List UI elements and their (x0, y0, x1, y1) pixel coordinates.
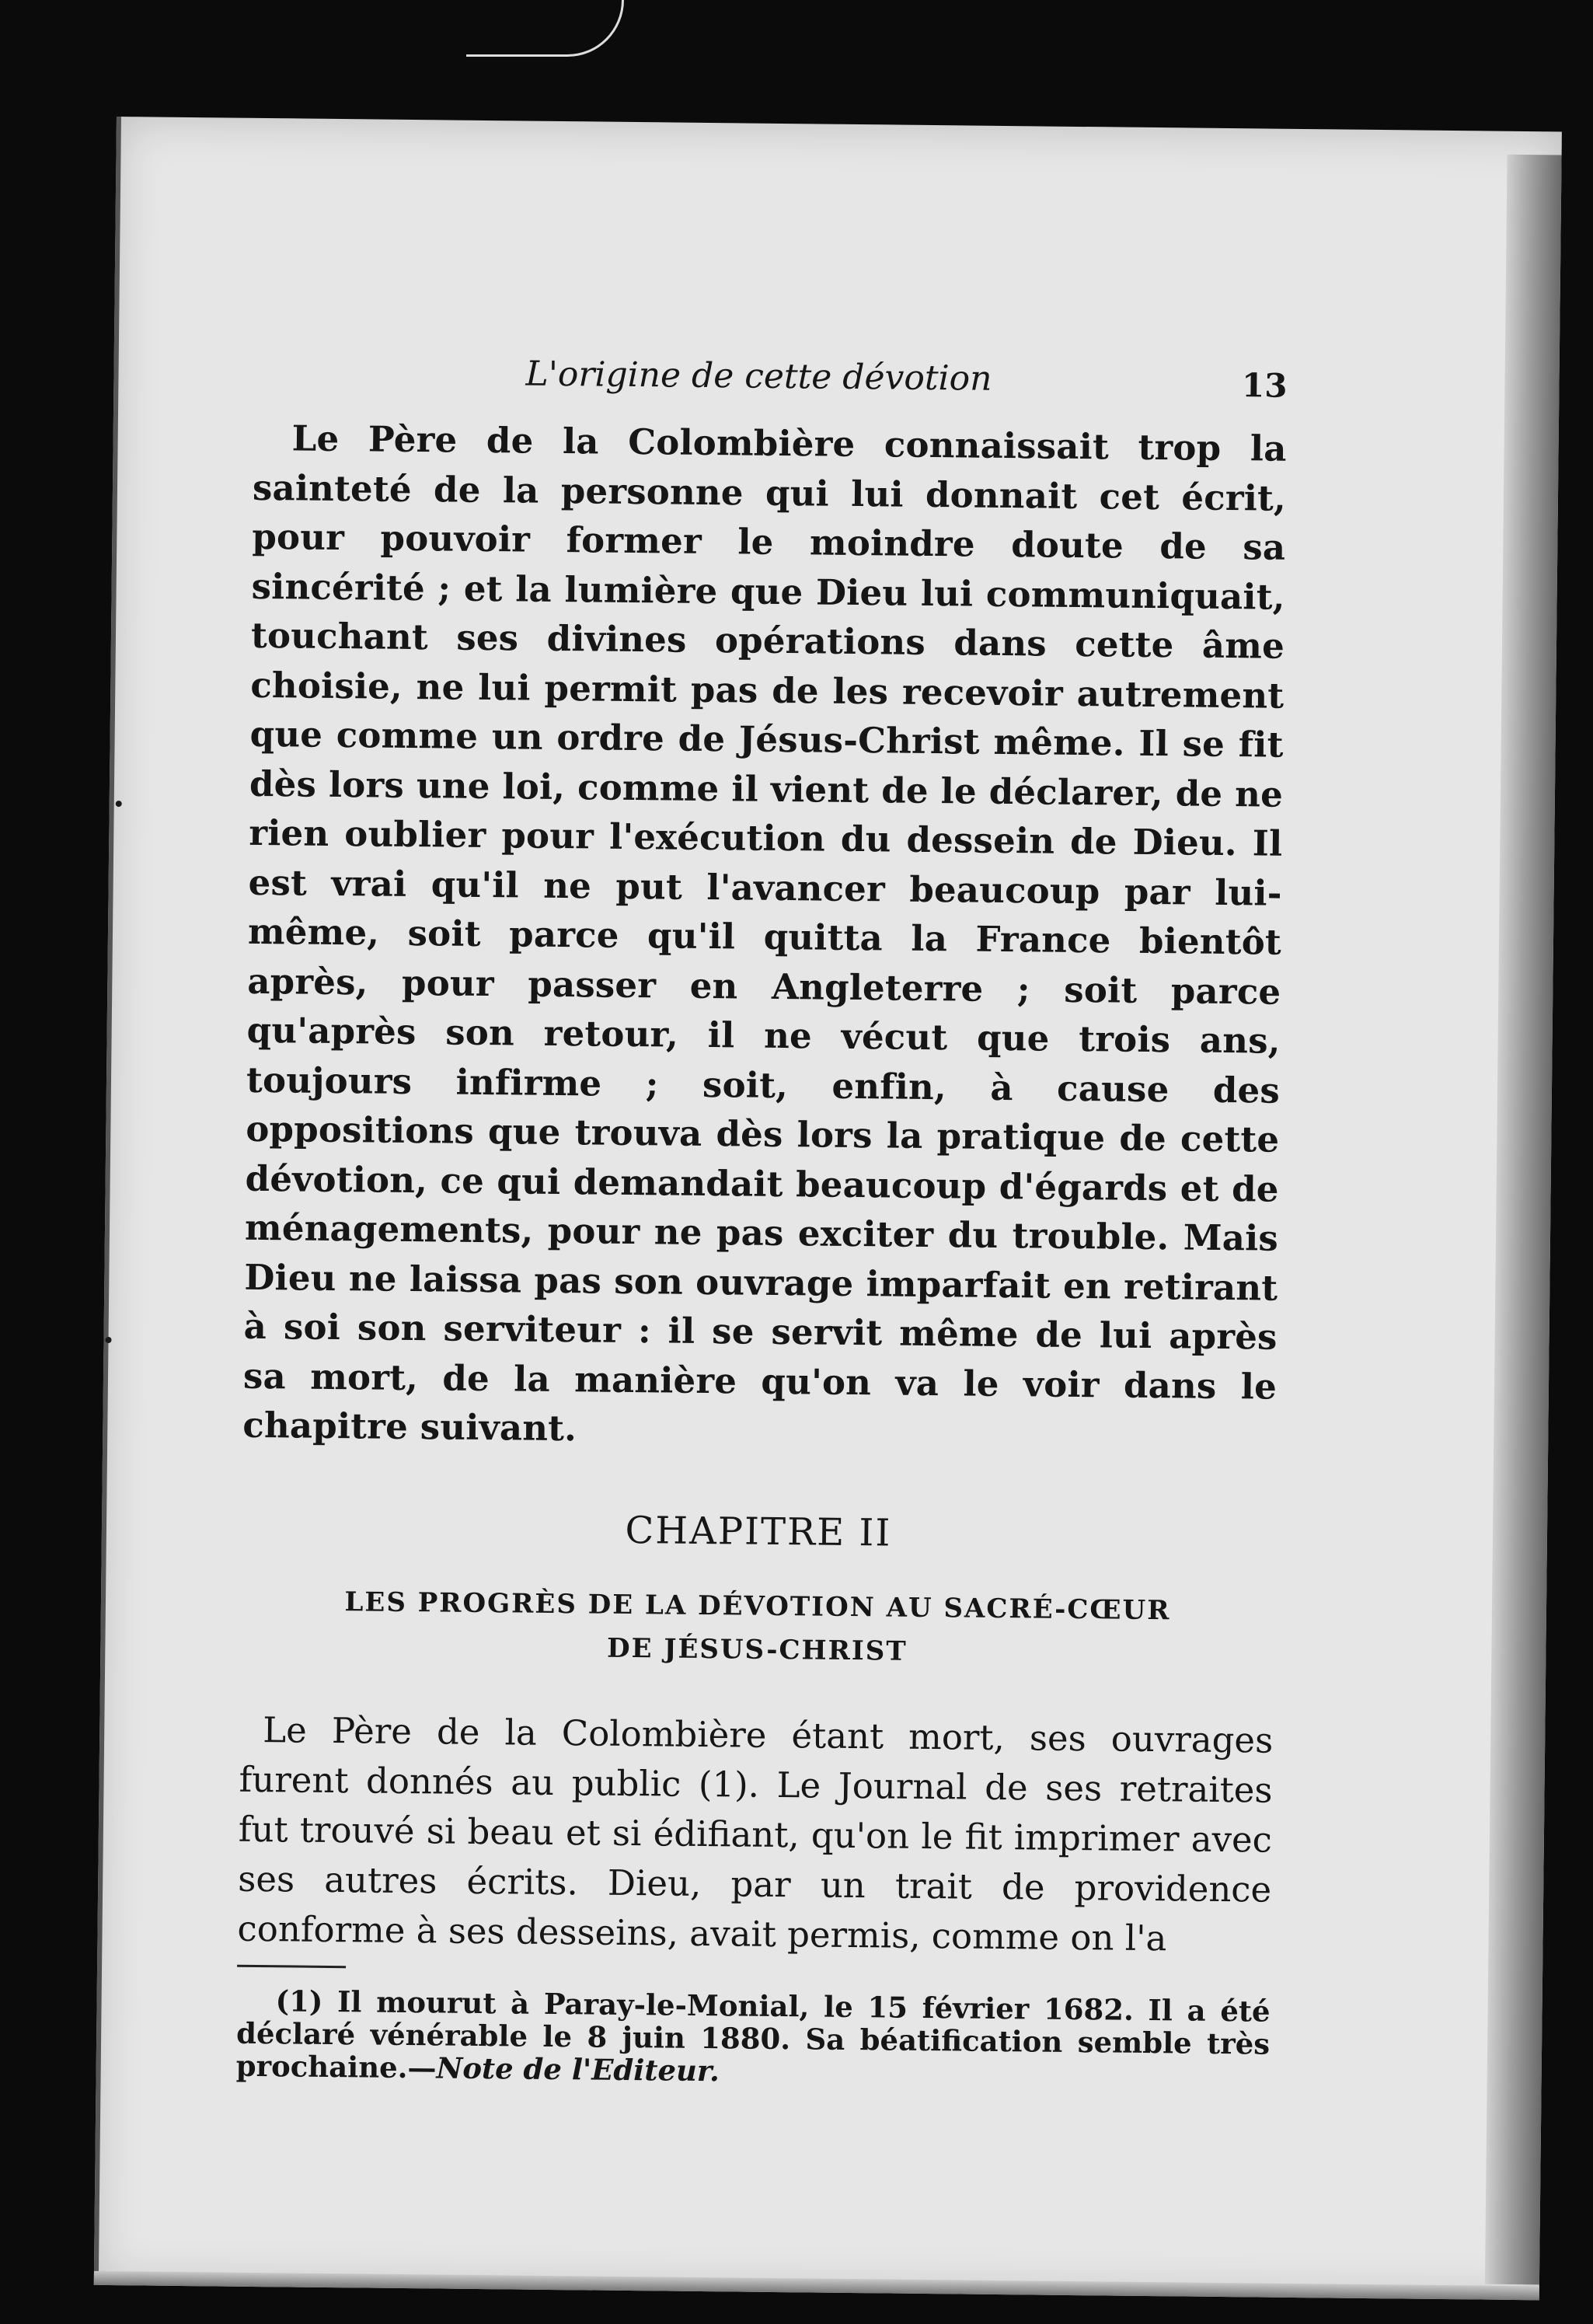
scan-artifact (466, 0, 624, 57)
footnote (236, 1984, 1271, 2092)
chapter-subtitle-line-2: DE JÉSUS-CHRIST (606, 1632, 908, 1667)
chapter-subtitle-line-1: LES PROGRÈS DE LA DÉVOTION AU SACRÉ-CŒUR (344, 1586, 1171, 1626)
page-edge-bottom (94, 2271, 1539, 2300)
page-edge-left (94, 117, 121, 2285)
page-number: 13 (1241, 366, 1288, 405)
page-edge-right (1485, 155, 1562, 2285)
running-title: L'origine de cette dévotion (525, 354, 992, 399)
footnote-rule (237, 1964, 346, 1967)
paragraph-1: Le Père de la Colombière connaissait trop la sainteté de la personne qui lui donnait cet écrit, pour pouvoir former le moindre doute de sa sincérité ; et la lumière que Dieu lui communiquait, touchant ses divines opérations dans cette âme choisie, ne lui permit pas de les recevoir autrement que comme un ordre de Jésus-Christ même. Il se fit dès lors une loi, comme il vient de le déclarer, de ne rien oublier pour l'exécution du dessein de Dieu. Il est vrai qu'il ne put l'avancer beaucoup par lui-même, soit parce qu'il quitta la France bientôt après, pour passer en Angleterre ; soit parce qu'après son retour, il ne vécut que trois ans, toujours infirme ; soit, enfin, à cause des oppositions que trouva dès lors la pratique de cette dévotion, ce qui demandait beaucoup d'égards et de ménagements, pour ne pas exciter du trouble. Mais Dieu ne laissa pas son ouvrage imparfait en retirant à soi son serviteur : il se servit même de lui après sa mort, de la manière qu'on va le voir dans le chapitre suivant. (242, 417, 1287, 1450)
running-head (253, 351, 1288, 424)
page-content (236, 351, 1288, 2092)
paragraph-2: Le Père de la Colombière étant mort, ses ouvrages furent donnés au public (1). Le Journal de ses retraites fut trouvé si beau et si édifiant, qu'on le fit imprimer avec ses autres écrits. Dieu, par un trait de providence conforme à ses desseins, avait permis, comme on l'a (237, 1708, 1274, 1959)
scan-speck (105, 1337, 111, 1343)
footnote-note: Note de l'Editeur. (436, 2050, 720, 2088)
footnote-text: (1) Il mourut à Paray-le-Monial, le 15 février 1682. Il a été déclaré vénérable le 8 juin 1880. Sa béatification semble très prochaine.— (235, 1983, 1271, 2085)
chapter-title: CHAPITRE II (625, 1508, 892, 1555)
chapter-subtitle (240, 1579, 1274, 1677)
book-page (94, 117, 1562, 2300)
scan-speck (116, 801, 122, 807)
